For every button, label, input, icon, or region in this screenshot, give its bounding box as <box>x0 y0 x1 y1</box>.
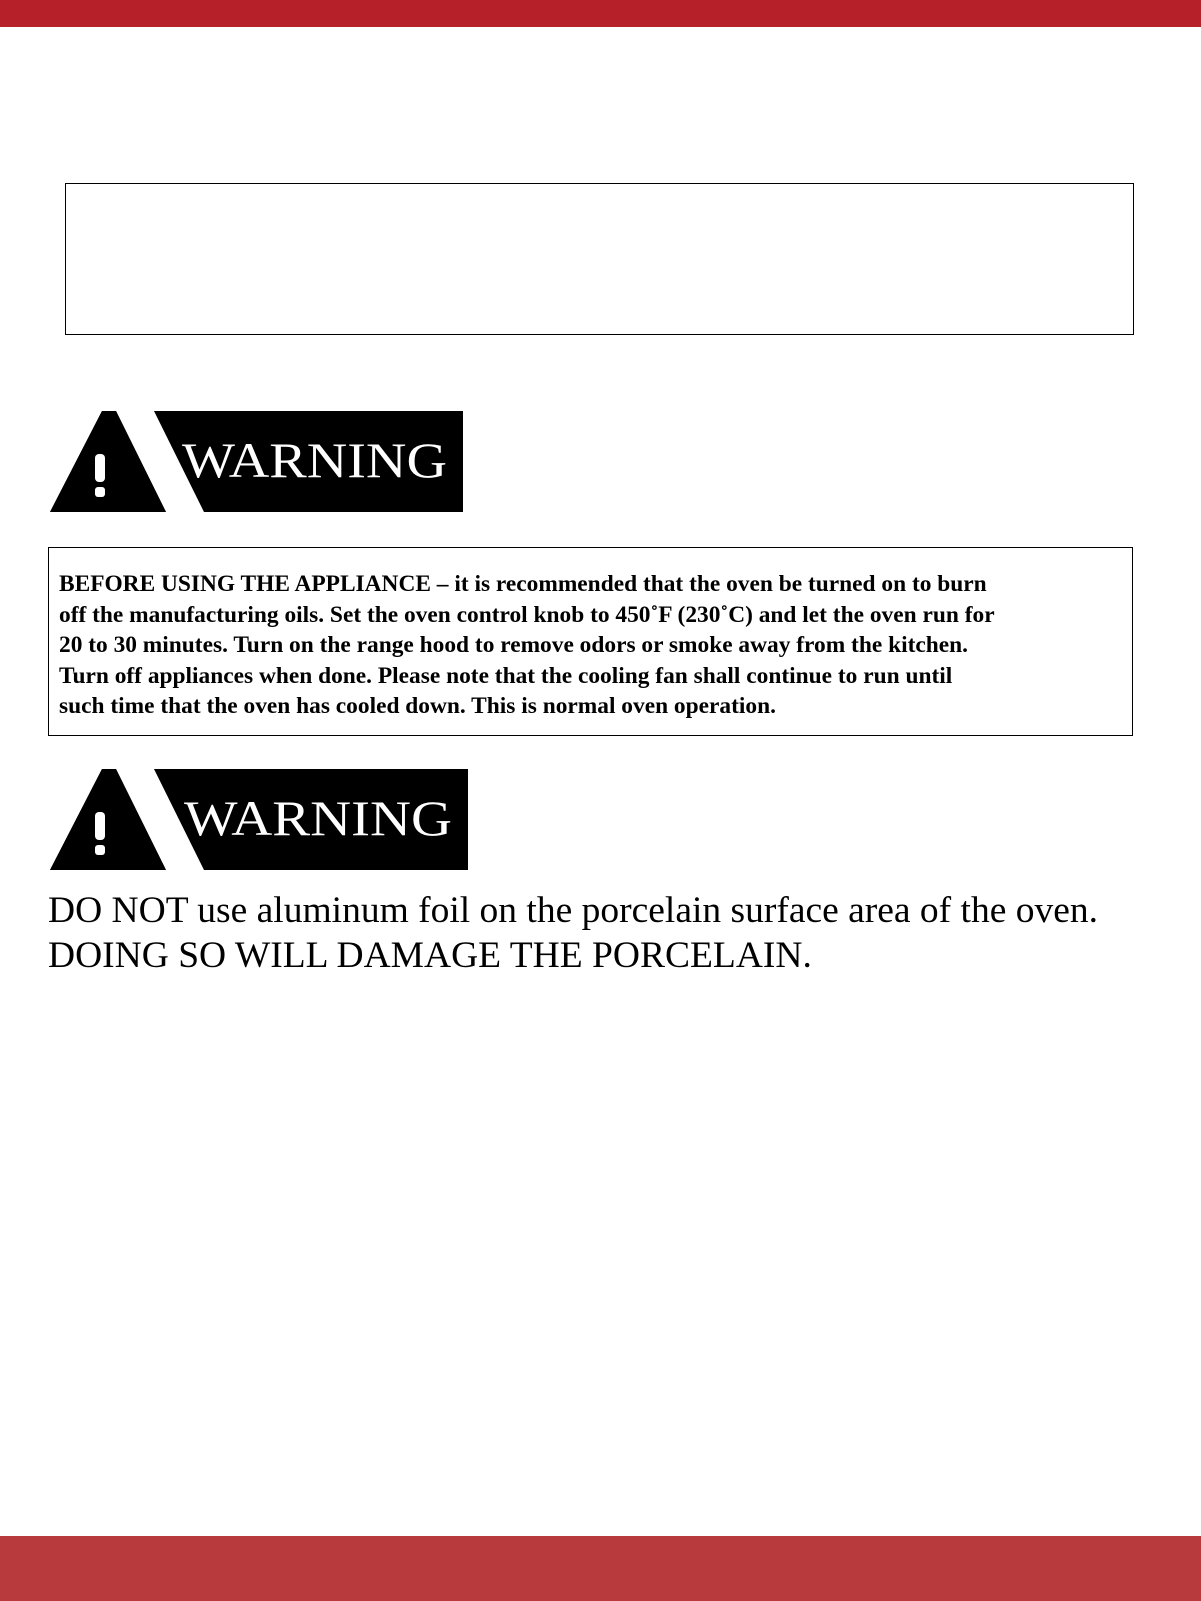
bottom-footer-band <box>0 1536 1201 1601</box>
warning-triangle-icon <box>50 411 463 512</box>
notice-line: BEFORE USING THE APPLIANCE – it is recommended that the oven be turned on to burn <box>59 571 987 597</box>
empty-framed-box <box>65 183 1134 335</box>
notice-line: such time that the oven has cooled down. This is normal oven operation. <box>59 693 776 720</box>
notice-line: off the manufacturing oils. Set the oven control knob to 450˚F (230˚C) and let the oven run for <box>59 601 995 628</box>
warning-label: WARNING <box>184 790 452 846</box>
warning-badge <box>50 411 463 512</box>
warning-triangle-icon <box>50 769 468 870</box>
foil-warning-line: DO NOT use aluminum foil on the porcelain surface area of the oven. <box>48 890 1098 931</box>
foil-warning-line: DOING SO WILL DAMAGE THE PORCELAIN. <box>48 935 812 976</box>
warning-badge <box>50 769 468 870</box>
warning-label: WARNING <box>182 432 447 488</box>
notice-line: 20 to 30 minutes. Turn on the range hood to remove odors or smoke away from the kitchen. <box>59 632 968 659</box>
foil-warning <box>48 888 1198 978</box>
notice-line: Turn off appliances when done. Please note that the cooling fan shall continue to run until <box>59 662 953 689</box>
top-header-band <box>0 0 1201 27</box>
notice-box <box>48 547 1133 736</box>
